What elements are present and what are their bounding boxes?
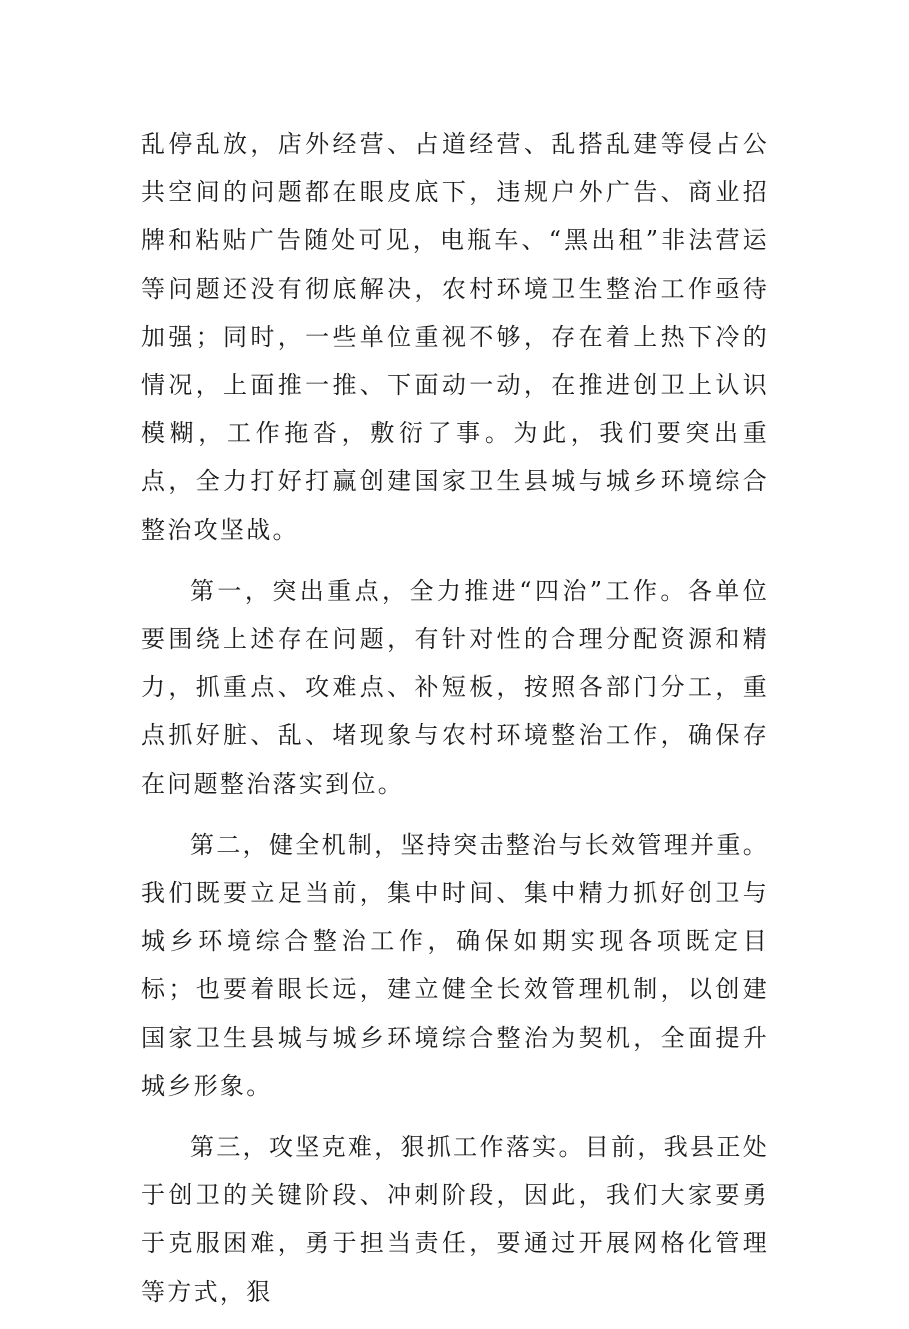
- paragraph-1: 乱停乱放，店外经营、占道经营、乱搭乱建等侵占公共空间的问题都在眼皮底下，违规户外广告、商业招牌和粘贴广告随处可见，电瓶车、“黑出租”非法营运等问题还没有彻底解决，农村环境卫生整治工作亟待加强；同时，一些单位重视不够，存在着上热下冷的情况，上面推一推、下面动一动，在推进创卫上认识模糊，工作拖沓，敷衍了事。为此，我们要突出重点，全力打好打赢创建国家卫生县城与城乡环境综合整治攻坚战。: [141, 130, 769, 544]
- paragraph-3: 第二，健全机制，坚持突击整治与长效管理并重。我们既要立足当前，集中时间、集中精力抓好创卫与城乡环境综合整治工作，确保如期实现各项既定目标；也要着眼长远，建立健全长效管理机制，以创建国家卫生县城与城乡环境综合整治为契机，全面提升城乡形象。: [141, 830, 769, 1100]
- paragraph-2: 第一，突出重点，全力推进“四治”工作。各单位要围绕上述存在问题，有针对性的合理分配资源和精力，抓重点、攻难点、补短板，按照各部门分工，重点抓好脏、乱、堵现象与农村环境整治工作，确保存在问题整治落实到位。: [141, 576, 769, 798]
- paragraph-4: 第三，攻坚克难，狠抓工作落实。目前，我县正处于创卫的关键阶段、冲刺阶段，因此，我们大家要勇于克服困难，勇于担当责任，要通过开展网格化管理等方式，狠: [141, 1133, 769, 1306]
- document-body: [141, 120, 769, 1329]
